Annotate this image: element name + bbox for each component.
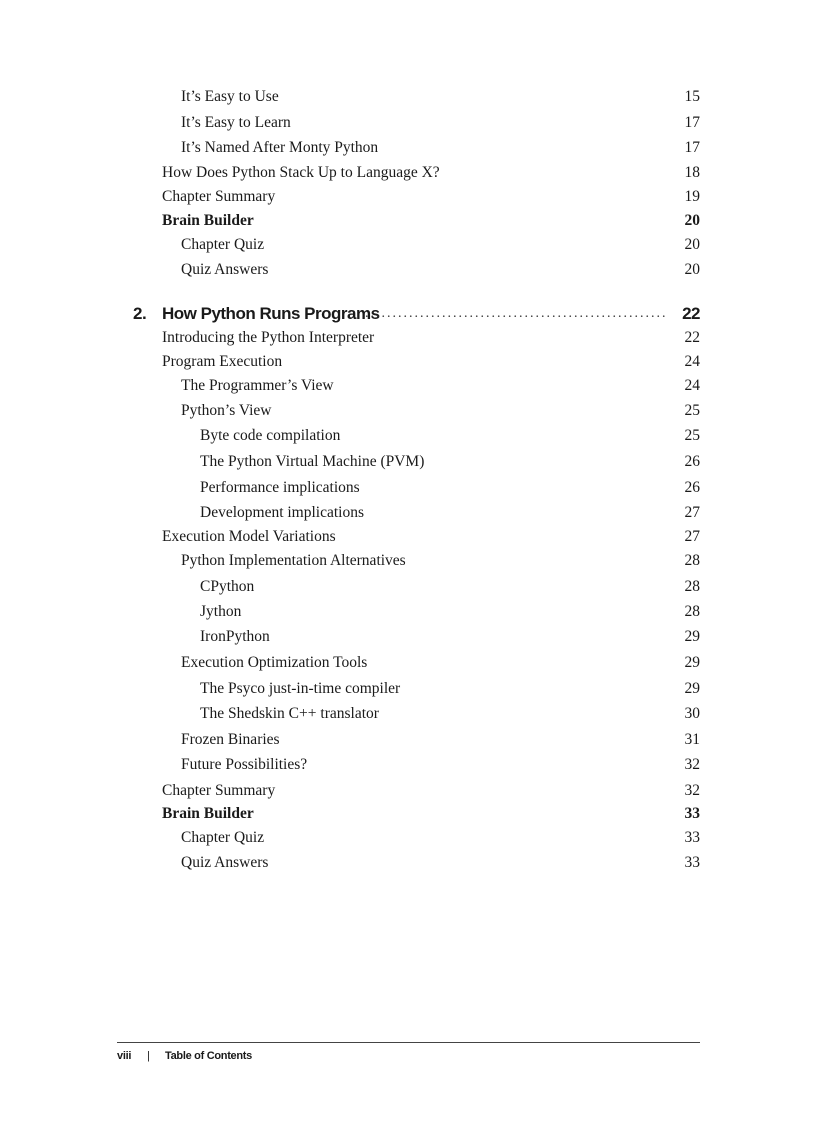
- toc-entry-page: 24: [684, 377, 700, 394]
- toc-entry-title: Quiz Answers: [181, 854, 269, 871]
- toc-entry-page: 31: [684, 731, 700, 748]
- toc-entry-title: Chapter Quiz: [181, 829, 265, 846]
- toc-entry: [0, 234, 700, 256]
- toc-entry-title: Quiz Answers: [181, 261, 269, 278]
- footer-page-number: viii: [117, 1050, 132, 1062]
- toc-entry-title: Brain Builder: [162, 212, 254, 229]
- toc-entry-title: Chapter Summary: [162, 188, 276, 205]
- toc-entry-title: IronPython: [200, 628, 270, 645]
- toc-entry-page: 29: [684, 680, 700, 697]
- toc-entry-title: CPython: [200, 578, 255, 595]
- toc-entry-title: Execution Optimization Tools: [181, 654, 368, 671]
- toc-entry: [0, 259, 700, 281]
- toc-entry-title: Future Possibilities?: [181, 756, 308, 773]
- toc-entry-title: Brain Builder: [162, 805, 254, 822]
- toc-entry-title: Introducing the Python Interpreter: [162, 329, 375, 346]
- toc-entry: [0, 425, 700, 447]
- toc-entry-page: 30: [684, 705, 700, 722]
- toc-entry-title: The Python Virtual Machine (PVM): [200, 453, 425, 470]
- toc-entry: [0, 576, 700, 598]
- toc-entry-page: 15: [684, 88, 700, 105]
- toc-entry-page: 20: [684, 261, 700, 278]
- toc-entry-page: 22: [684, 329, 700, 346]
- toc-entry-page: 33: [684, 805, 700, 822]
- toc-entry-page: 28: [684, 578, 700, 595]
- toc-entry: [0, 477, 700, 499]
- toc-entry: [0, 186, 700, 208]
- toc-entry-title: Development implications: [200, 504, 365, 521]
- chapter-title: How Python Runs Programs: [162, 304, 380, 323]
- chapter-heading: [0, 301, 700, 327]
- toc-entry-page: 20: [684, 236, 700, 253]
- toc-entry: [0, 526, 700, 548]
- toc-entry: [0, 550, 700, 572]
- toc-entry-page: 25: [684, 402, 700, 419]
- toc-entry-title: It’s Named After Monty Python: [181, 139, 379, 156]
- toc-entry-page: 24: [684, 353, 700, 370]
- toc-entry: [0, 754, 700, 776]
- toc-entry-page: 27: [684, 504, 700, 521]
- toc-entry-page: 18: [684, 164, 700, 181]
- chapter-number: 2.: [133, 304, 147, 323]
- toc-entry: [0, 112, 700, 134]
- chapter-page: 22: [682, 304, 700, 323]
- footer-section-title: Table of Contents: [165, 1050, 252, 1062]
- toc-entry-title: It’s Easy to Use: [181, 88, 279, 105]
- toc-entry-page: 17: [684, 114, 700, 131]
- toc-entry: [0, 678, 700, 700]
- toc-entry-title: Performance implications: [200, 479, 360, 496]
- toc-entry-title: Frozen Binaries: [181, 731, 280, 748]
- toc-entry-bold: [0, 210, 700, 232]
- footer-separator: |: [147, 1050, 150, 1062]
- toc-entry: [0, 626, 700, 648]
- toc-entry-page: 26: [684, 479, 700, 496]
- toc-entry: [0, 729, 700, 751]
- footer-rule: [117, 1042, 700, 1043]
- toc-entry-title: Chapter Summary: [162, 782, 276, 799]
- toc-entry: [0, 351, 700, 373]
- toc-entry: [0, 652, 700, 674]
- toc-entry-title: Python’s View: [181, 402, 272, 419]
- toc-entry-title: Jython: [200, 603, 242, 620]
- toc-entry-page: 29: [684, 628, 700, 645]
- toc-entry-title: Chapter Quiz: [181, 236, 265, 253]
- toc-entry-page: 17: [684, 139, 700, 156]
- toc-entry: [0, 400, 700, 422]
- toc-entry-page: 19: [684, 188, 700, 205]
- toc-entry-title: The Programmer’s View: [181, 377, 334, 394]
- toc-entry: [0, 502, 700, 524]
- toc-entry-title: It’s Easy to Learn: [181, 114, 291, 131]
- toc-entry-page: 32: [684, 756, 700, 773]
- toc-entry: [0, 375, 700, 397]
- toc-entry-page: 25: [684, 427, 700, 444]
- toc-entry-bold: [0, 803, 700, 825]
- toc-entry-page: 33: [684, 854, 700, 871]
- toc-entry: [0, 852, 700, 874]
- toc-entry-page: 33: [684, 829, 700, 846]
- toc-entry-page: 29: [684, 654, 700, 671]
- toc-entry-title: Program Execution: [162, 353, 283, 370]
- toc-entry: [0, 327, 700, 349]
- toc-entry: [0, 451, 700, 473]
- toc-entry: [0, 86, 700, 108]
- toc-entry-page: 27: [684, 528, 700, 545]
- toc-entry-page: 28: [684, 552, 700, 569]
- toc-entry-title: Python Implementation Alternatives: [181, 552, 406, 569]
- toc-entry: [0, 601, 700, 623]
- toc-entry-title: The Shedskin C++ translator: [200, 705, 379, 722]
- toc-entry: [0, 703, 700, 725]
- toc-entry: [0, 780, 700, 802]
- toc-entry-title: The Psyco just-in-time compiler: [200, 680, 401, 697]
- toc-entry-title: Byte code compilation: [200, 427, 341, 444]
- dot-leader: .......................................................: [365, 306, 668, 321]
- toc-entry-page: 28: [684, 603, 700, 620]
- toc-entry-page: 32: [684, 782, 700, 799]
- toc-entry-page: 26: [684, 453, 700, 470]
- toc-entry-title: How Does Python Stack Up to Language X?: [162, 164, 440, 181]
- toc-entry: [0, 137, 700, 159]
- toc-entry: [0, 827, 700, 849]
- toc-entry-page: 20: [684, 212, 700, 229]
- toc-entry: [0, 162, 700, 184]
- toc-entry-title: Execution Model Variations: [162, 528, 336, 545]
